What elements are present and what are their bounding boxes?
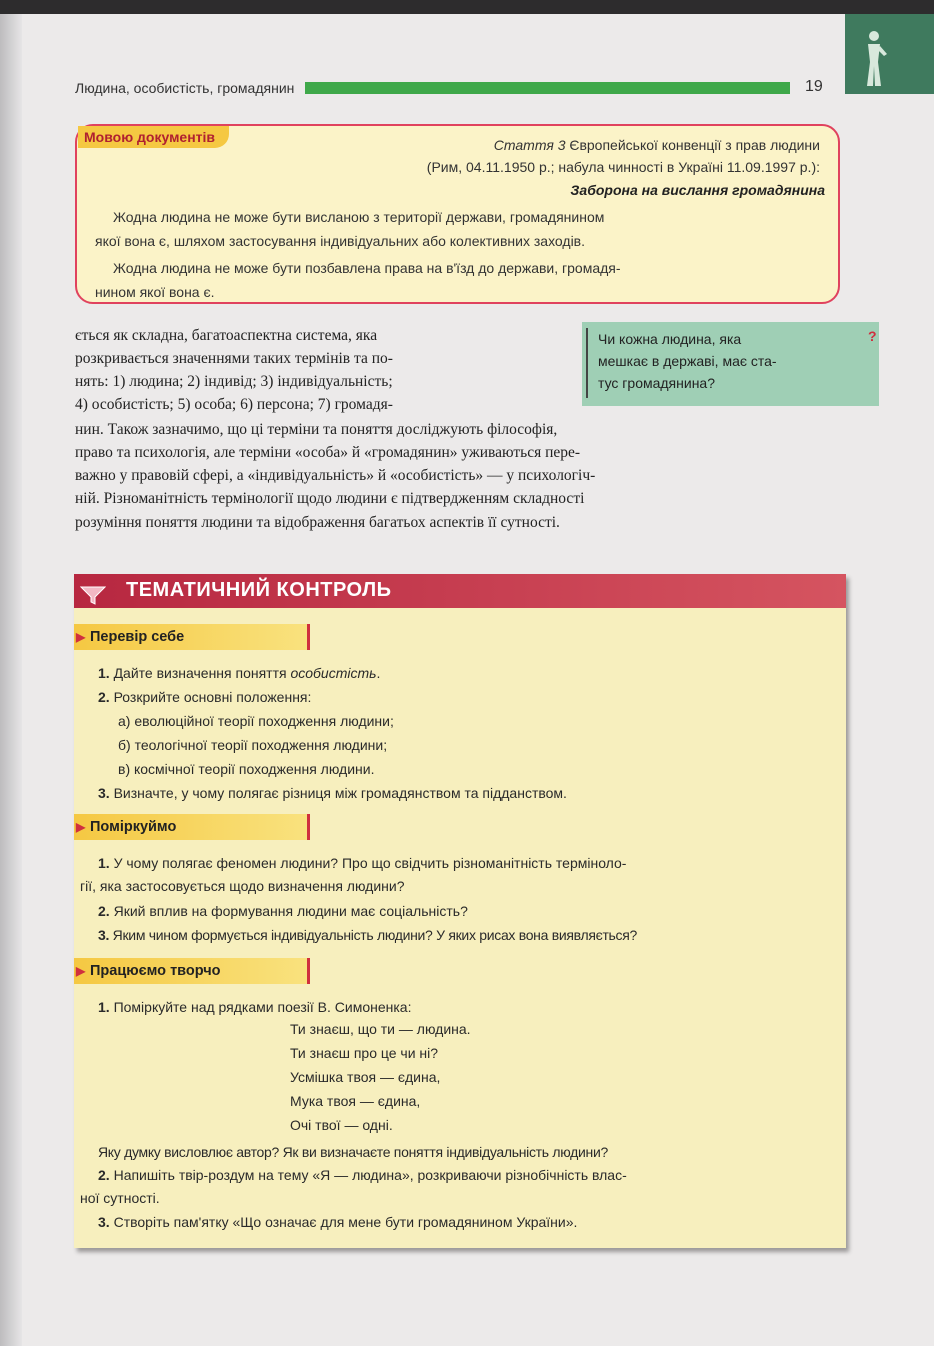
top-band — [0, 0, 934, 14]
creative-q1-num: 1. — [98, 999, 110, 1015]
funnel-icon — [80, 585, 106, 605]
document-para2-line2: нином якої вона є. — [95, 284, 215, 300]
ref-dates: (Рим, 04.11.1950 р.; набула чинності в Україні 11.09.1997 р.): — [426, 159, 820, 175]
think-q1-line2: гії, яка застосовується щодо визначення людини? — [80, 878, 405, 894]
check-q2-c: в) космічної теорії походження людини. — [118, 761, 375, 777]
creative-q3 — [98, 1211, 577, 1233]
section-check-yourself — [74, 624, 310, 650]
document-reference — [270, 134, 820, 178]
question-line-1: Чи кожна людина, яка — [598, 331, 742, 347]
body-line-5: нин. Також зазначимо, що ці терміни та поняття досліджують філософія, — [75, 421, 558, 438]
body-line-9: розуміння поняття людини та відображення багатьох аспектів її сутності. — [75, 514, 560, 531]
check-q2-a: а) еволюційної теорії походження людини; — [118, 713, 394, 729]
creative-q1 — [98, 996, 411, 1018]
body-line-6: право та психологія, але терміни «особа» й «громадянин» уживаються пере- — [75, 444, 581, 461]
think-q2 — [98, 900, 468, 922]
header-green-bar — [305, 82, 790, 94]
chapter-corner-tab — [845, 14, 934, 94]
check-q2 — [98, 686, 311, 708]
think-q1 — [98, 852, 626, 874]
check-q3-text: Визначте, у чому полягає різниця між громадянством та підданством. — [113, 785, 567, 801]
think-q2-text: Який вплив на формування людини має соціальність? — [113, 903, 468, 919]
think-q1-line1: У чому полягає феномен людини? Про що свідчить різноманітність терміноло- — [113, 855, 627, 871]
check-q1-num: 1. — [98, 665, 110, 681]
creative-q1-followup: Яку думку висловлює автор? Як ви визначаєте поняття індивідуальність людини? — [98, 1144, 608, 1160]
document-heading: Заборона на вислання громадянина — [570, 182, 825, 198]
poem-line-5: Очі твої — одні. — [290, 1117, 393, 1133]
page-number: 19 — [805, 78, 823, 95]
body-line-4: 4) особистість; 5) особа; 6) персона; 7) громадя- — [75, 396, 393, 413]
check-q1 — [98, 662, 380, 684]
question-divider — [586, 328, 588, 398]
margin-question-text — [598, 328, 850, 394]
document-tag: Мовою документів — [78, 126, 229, 148]
running-header-title: Людина, особистість, громадянин — [75, 80, 295, 96]
body-line-8: ній. Різноманітність термінології щодо людини є підтвердженням складності — [75, 490, 585, 507]
body-line-1: ється як складна, багатоаспектна система, яка — [75, 327, 378, 344]
thematic-control-header — [74, 574, 846, 608]
margin-question-box — [582, 322, 879, 406]
check-q1-term: особистість — [290, 665, 377, 681]
check-q2-text: Розкрийте основні положення: — [113, 689, 312, 705]
body-line-2: розкривається значеннями таких термінів та по- — [75, 350, 393, 367]
section-creative — [74, 958, 310, 984]
document-para2-line1: Жодна людина не може бути позбавлена права на в'їзд до держави, громадя- — [113, 260, 621, 276]
section-check-label: Перевір себе — [90, 629, 185, 645]
section-creative-label: Працюємо творчо — [90, 963, 221, 979]
check-q1-end: . — [376, 665, 381, 681]
check-q1-text: Дайте визначення поняття — [113, 665, 291, 681]
think-q2-num: 2. — [98, 903, 110, 919]
question-mark-icon: ? — [868, 328, 877, 344]
check-q3-num: 3. — [98, 785, 110, 801]
poem-line-2: Ти знаєш про це чи ні? — [290, 1045, 439, 1061]
section-think — [74, 814, 310, 840]
poem-line-1: Ти знаєш, що ти — людина. — [290, 1021, 471, 1037]
section-arrow-icon: ▶ — [76, 964, 86, 978]
page-edge-shadow — [0, 0, 22, 1346]
body-line-7: важно у правовій сфері, а «індивідуальність» й «особистість» — у психологіч- — [75, 467, 596, 484]
section-arrow-icon: ▶ — [76, 630, 86, 644]
section-think-label: Поміркуймо — [90, 819, 177, 835]
section-arrow-icon: ▶ — [76, 820, 86, 834]
creative-q2-line1: Напишіть твір-роздум на тему «Я — людина», розкриваючи різнобічність влас- — [113, 1167, 627, 1183]
think-q3-num: 3. — [98, 927, 110, 943]
creative-q1-text: Поміркуйте над рядками поезії В. Симоненка: — [113, 999, 412, 1015]
creative-q2-num: 2. — [98, 1167, 110, 1183]
question-line-2: мешкає в державі, має ста- — [598, 353, 777, 369]
creative-q3-num: 3. — [98, 1214, 110, 1230]
creative-q3-text: Створіть пам'ятку «Що означає для мене бути громадянином України». — [113, 1214, 578, 1230]
think-q3-text: Яким чином формується індивідуальність людини? У яких рисах вона виявляється? — [112, 927, 638, 943]
think-q3 — [98, 924, 637, 946]
document-para1-line1: Жодна людина не може бути висланою з території держави, громадянином — [113, 209, 605, 225]
check-q2-b: б) теологічної теорії походження людини; — [118, 737, 388, 753]
body-line-3: нять: 1) людина; 2) індивід; 3) індивідуальність; — [75, 373, 393, 390]
poem-line-4: Мука твоя — єдина, — [290, 1093, 421, 1109]
creative-q2 — [98, 1164, 627, 1186]
question-line-3: тус громадянина? — [598, 375, 715, 391]
poem-line-3: Усмішка твоя — єдина, — [290, 1069, 441, 1085]
ref-article: Стаття 3 — [493, 137, 566, 153]
think-q1-num: 1. — [98, 855, 110, 871]
ref-convention: Європейської конвенції з прав людини — [565, 137, 820, 153]
creative-q2-line2: ної сутності. — [80, 1190, 160, 1206]
check-q3 — [98, 782, 567, 804]
thematic-control-title: ТЕМАТИЧНИЙ КОНТРОЛЬ — [126, 579, 392, 601]
figure-icon — [859, 28, 889, 88]
document-para1-line2: якої вона є, шляхом застосування індивідуальних або колективних заходів. — [95, 233, 585, 249]
check-q2-num: 2. — [98, 689, 110, 705]
